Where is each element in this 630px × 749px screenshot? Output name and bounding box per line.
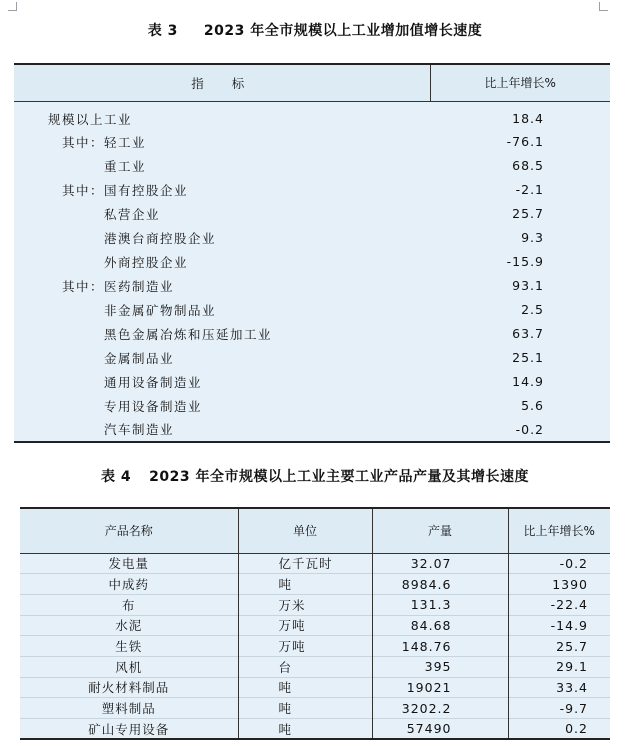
growth-cell: 93.1 bbox=[430, 274, 610, 298]
table-row bbox=[14, 394, 610, 418]
table4-product-output bbox=[20, 507, 610, 740]
product-name-cell: 生铁 bbox=[20, 636, 238, 657]
table3-body bbox=[14, 101, 610, 442]
table3-number: 表 3 bbox=[147, 23, 178, 39]
output-cell: 32.07 bbox=[372, 553, 508, 574]
table-row bbox=[14, 154, 610, 178]
table-row bbox=[14, 418, 610, 442]
table3-industrial-value-added bbox=[14, 63, 610, 443]
unit-cell: 吨 bbox=[238, 698, 372, 719]
table-row bbox=[14, 322, 610, 346]
growth-cell: 14.9 bbox=[430, 370, 610, 394]
table-row bbox=[14, 226, 610, 250]
indicator-cell: 汽车制造业 bbox=[104, 422, 175, 437]
table4-number: 表 4 bbox=[101, 469, 132, 485]
product-name-cell: 风机 bbox=[20, 656, 238, 677]
product-name-cell: 矿山专用设备 bbox=[20, 719, 238, 740]
unit-cell: 吨 bbox=[238, 677, 372, 698]
table-row bbox=[14, 370, 610, 394]
output-cell: 57490 bbox=[372, 719, 508, 740]
indicator-cell: 其中：医药制造业 bbox=[62, 278, 175, 294]
indicator-cell: 重工业 bbox=[104, 158, 147, 174]
unit-cell: 万吨 bbox=[238, 636, 372, 657]
table-row bbox=[14, 202, 610, 226]
table-row bbox=[14, 274, 610, 298]
table-row bbox=[20, 698, 610, 719]
growth-cell: -22.4 bbox=[508, 594, 610, 615]
table-row bbox=[14, 250, 610, 274]
indicator-cell: 其中：国有控股企业 bbox=[62, 182, 189, 198]
page-corner-mark-right bbox=[599, 2, 608, 11]
table4-body bbox=[20, 553, 610, 739]
unit-cell: 万米 bbox=[238, 594, 372, 615]
growth-cell: 63.7 bbox=[430, 322, 610, 346]
table4-title-text: 2023 年全市规模以上工业主要工业产品产量及其增长速度 bbox=[149, 469, 529, 485]
output-cell: 19021 bbox=[372, 677, 508, 698]
table3-header-growth: 比上年增长% bbox=[430, 64, 610, 101]
growth-cell: -14.9 bbox=[508, 615, 610, 636]
unit-cell: 亿千瓦时 bbox=[238, 553, 372, 574]
table-row bbox=[14, 298, 610, 322]
product-name-cell: 布 bbox=[20, 594, 238, 615]
output-cell: 84.68 bbox=[372, 615, 508, 636]
output-cell: 8984.6 bbox=[372, 574, 508, 595]
growth-cell: -9.7 bbox=[508, 698, 610, 719]
unit-cell: 万吨 bbox=[238, 615, 372, 636]
indicator-cell: 通用设备制造业 bbox=[104, 374, 203, 390]
table-row bbox=[14, 101, 610, 130]
indicator-cell: 金属制品业 bbox=[104, 350, 175, 366]
output-cell: 148.76 bbox=[372, 636, 508, 657]
product-name-cell: 水泥 bbox=[20, 615, 238, 636]
indicator-cell: 私营企业 bbox=[104, 206, 161, 222]
table-row bbox=[20, 677, 610, 698]
table3-header-indicator: 指标 bbox=[14, 64, 430, 101]
indicator-cell: 港澳台商控股企业 bbox=[104, 230, 217, 246]
indicator-cell: 黑色金属冶炼和压延加工业 bbox=[104, 326, 273, 342]
table-row bbox=[20, 636, 610, 657]
growth-cell: -2.1 bbox=[430, 178, 610, 202]
growth-cell: 0.2 bbox=[508, 719, 610, 740]
growth-cell: 68.5 bbox=[430, 154, 610, 178]
table-row bbox=[14, 130, 610, 154]
growth-cell: 25.1 bbox=[430, 346, 610, 370]
table-row bbox=[20, 615, 610, 636]
growth-cell: 5.6 bbox=[430, 394, 610, 418]
indicator-cell: 专用设备制造业 bbox=[104, 398, 203, 414]
product-name-cell: 塑料制品 bbox=[20, 698, 238, 719]
indicator-cell: 规模以上工业 bbox=[48, 111, 133, 127]
growth-cell: 2.5 bbox=[430, 298, 610, 322]
growth-cell: 18.4 bbox=[430, 101, 610, 130]
unit-cell: 吨 bbox=[238, 719, 372, 740]
table3-title-text: 2023 年全市规模以上工业增加值增长速度 bbox=[203, 23, 483, 39]
unit-cell: 台 bbox=[238, 656, 372, 677]
table4-title bbox=[0, 466, 630, 486]
growth-cell: 29.1 bbox=[508, 656, 610, 677]
growth-cell: -0.2 bbox=[430, 418, 610, 442]
table4-header-output: 产量 bbox=[372, 508, 508, 553]
output-cell: 131.3 bbox=[372, 594, 508, 615]
growth-cell: -15.9 bbox=[430, 250, 610, 274]
table-row bbox=[20, 719, 610, 740]
growth-cell: 1390 bbox=[508, 574, 610, 595]
unit-cell: 吨 bbox=[238, 574, 372, 595]
growth-cell: 33.4 bbox=[508, 677, 610, 698]
table4-header-growth: 比上年增长% bbox=[508, 508, 610, 553]
growth-cell: -76.1 bbox=[430, 130, 610, 154]
table-row bbox=[14, 346, 610, 370]
product-name-cell: 耐火材料制品 bbox=[20, 677, 238, 698]
table-row bbox=[20, 553, 610, 574]
output-cell: 3202.2 bbox=[372, 698, 508, 719]
indicator-cell: 外商控股企业 bbox=[104, 254, 189, 270]
table4-header-unit: 单位 bbox=[238, 508, 372, 553]
table4-header-row bbox=[20, 508, 610, 553]
table3-title bbox=[0, 20, 630, 40]
growth-cell: 25.7 bbox=[430, 202, 610, 226]
indicator-cell: 非金属矿物制品业 bbox=[104, 302, 217, 318]
growth-cell: -0.2 bbox=[508, 553, 610, 574]
table4-header-product: 产品名称 bbox=[20, 508, 238, 553]
page-corner-mark-left bbox=[8, 2, 17, 11]
table3-header-row bbox=[14, 64, 610, 101]
table-row bbox=[20, 574, 610, 595]
table-row bbox=[20, 594, 610, 615]
table-row bbox=[20, 656, 610, 677]
growth-cell: 25.7 bbox=[508, 636, 610, 657]
indicator-cell: 其中：轻工业 bbox=[62, 134, 147, 150]
output-cell: 395 bbox=[372, 656, 508, 677]
growth-cell: 9.3 bbox=[430, 226, 610, 250]
product-name-cell: 中成药 bbox=[20, 574, 238, 595]
product-name-cell: 发电量 bbox=[20, 553, 238, 574]
table-row bbox=[14, 178, 610, 202]
